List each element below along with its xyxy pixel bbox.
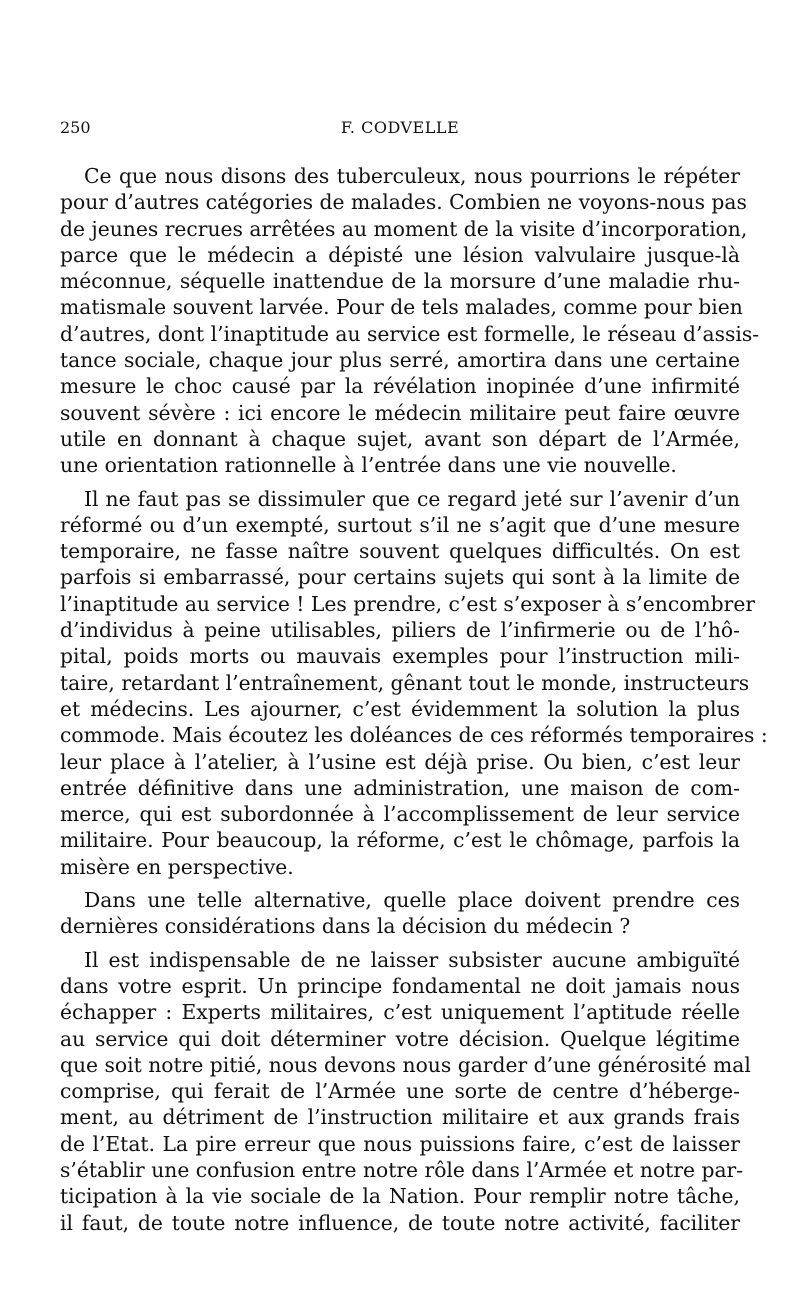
text-line: que soit notre pitié, nous devons nous garder d’une générosité mal bbox=[60, 1052, 751, 1077]
text-line: leur place à l’atelier, à l’usine est déjà prise. Ou bien, c’est leur bbox=[60, 749, 740, 774]
text-line: l’inaptitude au service ! Les prendre, c’est s’exposer à s’encombrer bbox=[60, 591, 756, 616]
paragraph bbox=[60, 947, 751, 1236]
text-line: tance sociale, chaque jour plus serré, amortira dans une certaine bbox=[60, 348, 740, 373]
text-line: d’individus à peine utilisables, piliers de l’infirmerie ou de l’hô- bbox=[60, 618, 740, 643]
text-line: ticipation à la vie sociale de la Nation. Pour remplir notre tâche, bbox=[60, 1184, 740, 1209]
text-line: souvent sévère : ici encore le médecin militaire peut faire œuvre bbox=[60, 400, 740, 425]
text-line: utile en donnant à chaque sujet, avant son départ de l’Armée, bbox=[60, 426, 740, 451]
text-line: méconnue, séquelle inattendue de la morsure d’une maladie rhu- bbox=[60, 269, 740, 294]
text-line: mesure le choc causé par la révélation inopinée d’une infirmité bbox=[60, 374, 740, 399]
text-line: réformé ou d’un exempté, surtout s’il ne s’agit que d’une mesure bbox=[60, 512, 740, 537]
text-line: de jeunes recrues arrêtées au moment de la visite d’incorporation, bbox=[60, 216, 748, 241]
text-line: s’établir une confusion entre notre rôle dans l’Armée et notre par- bbox=[60, 1157, 744, 1182]
text-line: merce, qui est subordonnée à l’accomplissement de leur service bbox=[60, 802, 740, 827]
text-line: parfois si embarrassé, pour certains sujets qui sont à la limite de bbox=[60, 565, 740, 590]
text-line: il faut, de toute notre influence, de toute notre activité, faciliter bbox=[60, 1210, 740, 1235]
page-header bbox=[60, 116, 740, 140]
text-line: d’autres, dont l’inaptitude au service est formelle, le réseau d’assis- bbox=[60, 321, 760, 346]
text-line: misère en perspective. bbox=[60, 854, 294, 879]
text-line: comprise, qui ferait de l’Armée une sorte de centre d’héberge- bbox=[60, 1079, 740, 1104]
text-line: une orientation rationnelle à l’entrée dans une vie nouvelle. bbox=[60, 453, 677, 478]
text-line: militaire. Pour beaucoup, la réforme, c’est le chômage, parfois la bbox=[60, 828, 740, 853]
text-line: entrée définitive dans une administration, une maison de com- bbox=[60, 775, 740, 800]
text-line: au service qui doit déterminer votre décision. Quelque légitime bbox=[60, 1026, 740, 1051]
text-line: dernières considérations dans la décision du médecin ? bbox=[60, 914, 631, 939]
paragraph bbox=[60, 887, 740, 940]
text-line: commode. Mais écoutez les doléances de ces réformés temporaires : bbox=[60, 723, 768, 748]
text-line: pital, poids morts ou mauvais exemples pour l’instruction mili- bbox=[60, 644, 740, 669]
paragraph bbox=[60, 486, 768, 880]
text-line: Il ne faut pas se dissimuler que ce regard jeté sur l’avenir d’un bbox=[84, 486, 740, 511]
body-text bbox=[60, 163, 768, 1236]
text-line: taire, retardant l’entraînement, gênant tout le monde, instructeurs bbox=[60, 670, 750, 695]
running-head: F. CODVELLE bbox=[340, 118, 460, 137]
text-line: pour d’autres catégories de malades. Combien ne voyons-nous pas bbox=[60, 190, 747, 215]
text-line: Ce que nous disons des tuberculeux, nous pourrions le répéter bbox=[84, 164, 740, 188]
text-line: temporaire, ne fasse naître souvent quelques difficultés. On est bbox=[60, 539, 740, 564]
text-line: et médecins. Les ajourner, c’est évidemment la solution la plus bbox=[60, 696, 740, 721]
text-line: ment, au détriment de l’instruction militaire et aux grands frais bbox=[60, 1105, 740, 1130]
page-number: 250 bbox=[60, 118, 91, 137]
text-line: Il est indispensable de ne laisser subsister aucune ambiguïté bbox=[84, 947, 740, 972]
text-line: Dans une telle alternative, quelle place doivent prendre ces bbox=[84, 888, 740, 913]
paragraph bbox=[60, 163, 760, 479]
text-line: échapper : Experts militaires, c’est uniquement l’aptitude réelle bbox=[60, 1000, 740, 1025]
text-line: dans votre esprit. Un principe fondamental ne doit jamais nous bbox=[60, 973, 740, 998]
text-line: parce que le médecin a dépisté une lésion valvulaire jusque-là bbox=[60, 242, 740, 267]
text-line: de l’Etat. La pire erreur que nous puissions faire, c’est de laisser bbox=[60, 1131, 740, 1156]
text-line: matismale souvent larvée. Pour de tels malades, comme pour bien bbox=[60, 295, 743, 320]
